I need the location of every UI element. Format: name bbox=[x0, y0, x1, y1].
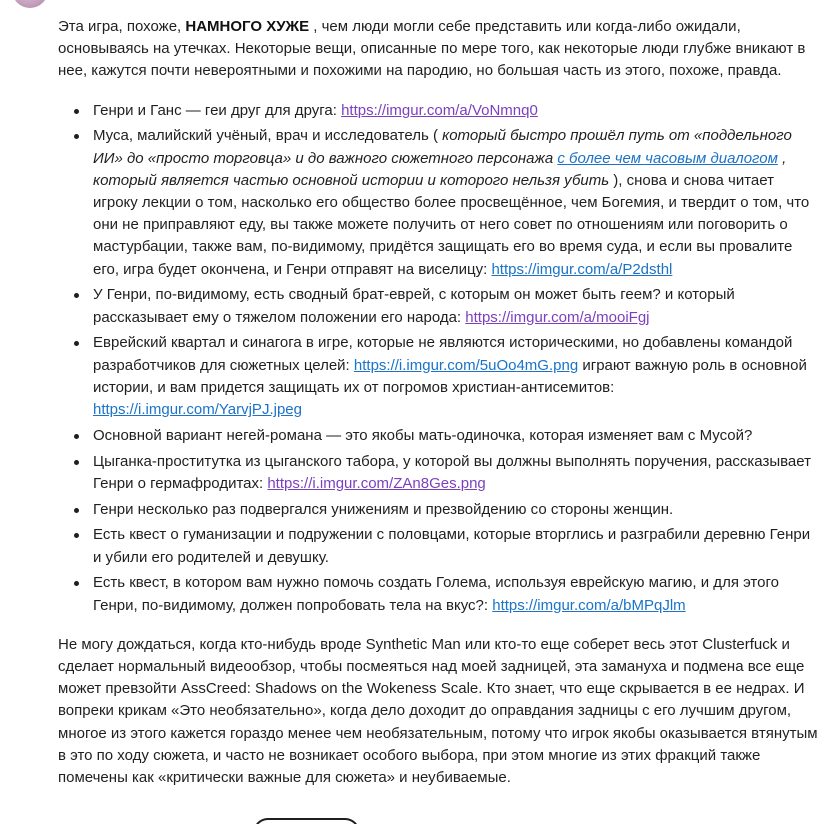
imgur-link[interactable]: https://imgur.com/a/VoNmnq0 bbox=[341, 101, 538, 119]
list-item bbox=[93, 284, 820, 328]
list-item bbox=[93, 125, 820, 280]
intro-text-end: , чем люди могли себе представить или когда-либо ожидали, основываясь на утечках. Некоторые вещи, описанные по мере того, как некоторые люди глубже вникают в нее, кажутся почти невероятными и похожими на пародию, но большая часть из этого, похоже, правда. bbox=[58, 18, 806, 80]
imgur-link[interactable]: https://imgur.com/a/P2dsthl bbox=[491, 260, 673, 278]
post-intro bbox=[58, 16, 820, 83]
imgur-link[interactable]: https://i.imgur.com/YarvjPJ.jpeg bbox=[93, 401, 302, 419]
dialogue-link[interactable]: с более чем часовым диалогом bbox=[557, 149, 778, 167]
post-body bbox=[58, 16, 820, 789]
list-item-text: Основной вариант негей-романа — это якобы мать-одиночка, которая изменяет вам с Мусой? bbox=[93, 426, 753, 444]
list-item bbox=[93, 572, 820, 616]
imgur-link[interactable]: https://i.imgur.com/5uOo4mG.png bbox=[353, 356, 579, 374]
list-item bbox=[93, 332, 820, 421]
list-item-text: ), снова и снова читает игроку лекции о том, насколько его общество более просвещённое, чем Богемия, и твердит о том, что они не приправляют еду, вы также можете получить от него совет по отношениям или поговорить о мастурбации, также вам, по-видимому, придётся защищать его во время суда, и если вы провалите его, игра будет окончена, и Генри отправят на виселицу: bbox=[93, 171, 810, 278]
avatar[interactable] bbox=[12, 0, 48, 8]
list-item-text: Есть квест о гуманизации и подружении с половцами, которые вторглись и разграбили деревню Генри и убили его родителей и девушку. bbox=[93, 526, 811, 566]
more-button[interactable] bbox=[253, 818, 360, 824]
list-item-text: Еврейский квартал и синагога в игре, которые не являются историческими, но добавлены командой разработчиков для сюжетных целей: bbox=[93, 334, 793, 374]
list-item bbox=[93, 499, 820, 521]
list-item bbox=[93, 524, 820, 568]
list-item-italic-text: , который является частью основной истории и которого нельзя убить bbox=[93, 149, 787, 189]
list-item bbox=[93, 451, 820, 495]
list-item-text: играют важную роль в основной истории, и вам придется защищать их от погромов христиан-антисемитов: bbox=[93, 356, 807, 396]
list-item-text: У Генри, по-видимому, есть сводный брат-еврей, с которым он может быть геем? и который рассказывает ему о тяжелом положении его народа: bbox=[93, 286, 735, 326]
list-item bbox=[93, 100, 820, 122]
intro-text-start: Эта игра, похоже, bbox=[58, 18, 186, 35]
claims-list bbox=[58, 100, 820, 617]
list-item-text: Генри и Ганс — геи друг для друга: bbox=[93, 101, 342, 119]
list-item-text: Есть квест, в котором вам нужно помочь создать Голема, используя еврейскую магию, и для этого Генри, по-видимому, должен попробовать тела на вкус?: bbox=[93, 574, 779, 614]
imgur-link[interactable]: https://imgur.com/a/bMPqJlm bbox=[492, 596, 686, 614]
list-item-text: Муса, малийский учёный, врач и исследователь ( bbox=[93, 127, 443, 145]
imgur-link[interactable]: https://imgur.com/a/mooiFgj bbox=[465, 308, 650, 326]
list-item bbox=[93, 425, 820, 447]
list-item-italic-text: который быстро прошёл путь от «поддельного ИИ» до «просто торговца» и до важного сюжетного персонажа bbox=[93, 127, 792, 167]
list-item-text: Цыганка-проститутка из цыганского табора, у которой вы должны выполнять поручения, рассказывает Генри о гермафродитах: bbox=[93, 452, 811, 492]
imgur-link[interactable]: https://i.imgur.com/ZAn8Ges.png bbox=[267, 474, 486, 492]
post-outro: Не могу дождаться, когда кто-нибудь вроде Synthetic Man или кто-то еще соберет весь этот Clusterfuck и сделает нормальный видеообзор, чтобы посмеяться над моей задницей, эта замануха и подмена все еще может превзойти AssCreed: Shadows on the Wokeness Scale. Кто знает, что еще скрывается в ее недрах. И вопреки крикам «Это необязательно», когда дело доходит до оправдания задницы с его лучшим другом, многое из этого кажется гораздо менее чем необязательным, потому что игрок якобы оказывается втянутым в это по ходу сюжета, и часто не возникает особого выбора, при этом многие из этих фракций также помечены как «критически важные для сюжета» и неубиваемые. bbox=[58, 635, 818, 787]
list-item-text: Генри несколько раз подвергался унижениям и презвойдению со стороны женщин. bbox=[93, 500, 674, 518]
intro-emphasis: НАМНОГО ХУЖЕ bbox=[185, 18, 310, 35]
